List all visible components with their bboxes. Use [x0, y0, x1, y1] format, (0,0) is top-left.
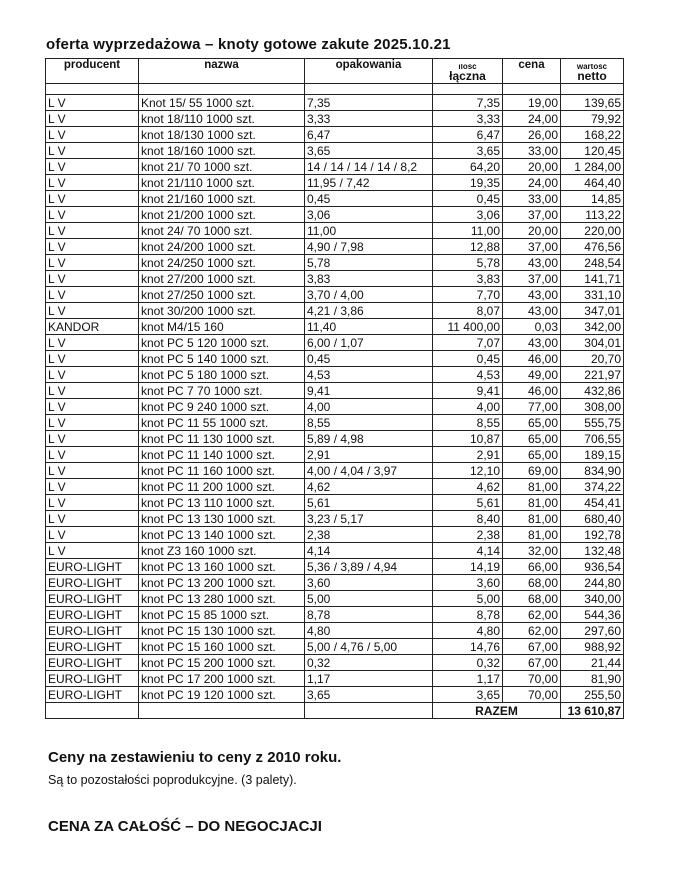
cell-producent: L V	[46, 447, 139, 463]
cell-ilosc: 8,55	[433, 415, 503, 431]
table-row	[46, 223, 624, 239]
cell-ilosc: 10,87	[433, 431, 503, 447]
cell-producent: L V	[46, 95, 139, 111]
spacer-cell	[433, 84, 503, 95]
cell-opakowania: 4,80	[305, 623, 433, 639]
cell-cena: 67,00	[503, 639, 561, 655]
header-wartosc-bottom: netto	[577, 69, 607, 83]
cell-producent: EURO-LIGHT	[46, 639, 139, 655]
table-row	[46, 303, 624, 319]
cell-ilosc: 7,70	[433, 287, 503, 303]
cell-wartosc: 331,10	[561, 287, 624, 303]
cell-ilosc: 5,00	[433, 591, 503, 607]
table-row	[46, 415, 624, 431]
cell-producent: L V	[46, 239, 139, 255]
cell-wartosc: 706,55	[561, 431, 624, 447]
cell-nazwa: knot PC 5 120 1000 szt.	[139, 335, 305, 351]
cell-producent: L V	[46, 431, 139, 447]
table-row	[46, 463, 624, 479]
cell-nazwa: knot PC 11 55 1000 szt.	[139, 415, 305, 431]
cell-cena: 26,00	[503, 127, 561, 143]
cell-nazwa: knot 18/130 1000 szt.	[139, 127, 305, 143]
cell-ilosc: 3,65	[433, 143, 503, 159]
cell-nazwa: knot M4/15 160	[139, 319, 305, 335]
cell-cena: 81,00	[503, 527, 561, 543]
cell-producent: L V	[46, 495, 139, 511]
cell-producent: KANDOR	[46, 319, 139, 335]
table-row	[46, 351, 624, 367]
cell-producent: L V	[46, 143, 139, 159]
cell-producent: L V	[46, 207, 139, 223]
cell-opakowania: 6,47	[305, 127, 433, 143]
cell-wartosc: 14,85	[561, 191, 624, 207]
cell-cena: 20,00	[503, 223, 561, 239]
cell-producent: EURO-LIGHT	[46, 687, 139, 703]
cell-producent: L V	[46, 287, 139, 303]
cell-cena: 81,00	[503, 511, 561, 527]
cell-nazwa: knot PC 5 140 1000 szt.	[139, 351, 305, 367]
spacer-cell	[139, 84, 305, 95]
cell-producent: L V	[46, 351, 139, 367]
total-empty-cell	[46, 703, 139, 719]
cell-opakowania: 4,14	[305, 543, 433, 559]
cell-producent: L V	[46, 399, 139, 415]
cell-wartosc: 192,78	[561, 527, 624, 543]
table-row	[46, 495, 624, 511]
table-row	[46, 191, 624, 207]
spacer-cell	[305, 84, 433, 95]
table-row	[46, 479, 624, 495]
cell-producent: EURO-LIGHT	[46, 607, 139, 623]
cell-opakowania: 0,32	[305, 655, 433, 671]
cell-opakowania: 3,83	[305, 271, 433, 287]
cell-nazwa: knot 18/110 1000 szt.	[139, 111, 305, 127]
cell-ilosc: 5,78	[433, 255, 503, 271]
cell-ilosc: 1,17	[433, 671, 503, 687]
cell-cena: 46,00	[503, 383, 561, 399]
cell-producent: EURO-LIGHT	[46, 671, 139, 687]
cell-opakowania: 2,38	[305, 527, 433, 543]
cell-opakowania: 3,65	[305, 687, 433, 703]
cell-wartosc: 464,40	[561, 175, 624, 191]
cell-nazwa: knot PC 11 130 1000 szt.	[139, 431, 305, 447]
cell-wartosc: 132,48	[561, 543, 624, 559]
cell-cena: 33,00	[503, 143, 561, 159]
cell-cena: 37,00	[503, 271, 561, 287]
cell-ilosc: 7,07	[433, 335, 503, 351]
table-row	[46, 399, 624, 415]
cell-ilosc: 4,53	[433, 367, 503, 383]
cell-ilosc: 12,10	[433, 463, 503, 479]
cell-opakowania: 5,78	[305, 255, 433, 271]
cell-producent: L V	[46, 527, 139, 543]
cell-producent: L V	[46, 175, 139, 191]
cell-opakowania: 3,06	[305, 207, 433, 223]
cell-wartosc: 248,54	[561, 255, 624, 271]
cell-nazwa: knot 21/160 1000 szt.	[139, 191, 305, 207]
cell-producent: L V	[46, 255, 139, 271]
cell-cena: 65,00	[503, 415, 561, 431]
total-empty-cell	[305, 703, 433, 719]
cell-ilosc: 0,32	[433, 655, 503, 671]
cell-ilosc: 12,88	[433, 239, 503, 255]
header-ilosc-top: ilość	[458, 64, 477, 70]
cell-producent: L V	[46, 463, 139, 479]
cell-opakowania: 5,61	[305, 495, 433, 511]
cell-producent: EURO-LIGHT	[46, 591, 139, 607]
cell-ilosc: 0,45	[433, 191, 503, 207]
cell-cena: 37,00	[503, 207, 561, 223]
table-row	[46, 431, 624, 447]
table-row	[46, 383, 624, 399]
cell-opakowania: 6,00 / 1,07	[305, 335, 433, 351]
table-row	[46, 111, 624, 127]
cell-nazwa: knot PC 17 200 1000 szt.	[139, 671, 305, 687]
table-body	[46, 95, 624, 703]
table-row	[46, 287, 624, 303]
cell-wartosc: 221,97	[561, 367, 624, 383]
cell-opakowania: 9,41	[305, 383, 433, 399]
cell-nazwa: knot PC 19 120 1000 szt.	[139, 687, 305, 703]
cell-cena: 69,00	[503, 463, 561, 479]
leftover-note: Są to pozostałości poprodukcyjne. (3 palety).	[48, 773, 297, 787]
cell-opakowania: 3,65	[305, 143, 433, 159]
cell-wartosc: 297,60	[561, 623, 624, 639]
cell-wartosc: 476,56	[561, 239, 624, 255]
table-row	[46, 447, 624, 463]
spacer-cell	[561, 84, 624, 95]
cell-nazwa: knot PC 7 70 1000 szt.	[139, 383, 305, 399]
cell-producent: L V	[46, 127, 139, 143]
cell-ilosc: 0,45	[433, 351, 503, 367]
table-row	[46, 367, 624, 383]
cell-nazwa: knot 24/200 1000 szt.	[139, 239, 305, 255]
cell-producent: L V	[46, 191, 139, 207]
cell-producent: EURO-LIGHT	[46, 575, 139, 591]
cell-producent: EURO-LIGHT	[46, 655, 139, 671]
cell-nazwa: knot PC 11 160 1000 szt.	[139, 463, 305, 479]
cell-opakowania: 14 / 14 / 14 / 14 / 8,2	[305, 159, 433, 175]
cell-nazwa: knot PC 13 130 1000 szt.	[139, 511, 305, 527]
cell-nazwa: knot PC 13 200 1000 szt.	[139, 575, 305, 591]
header-producent: producent	[46, 59, 139, 84]
offer-table	[45, 58, 624, 719]
cell-cena: 43,00	[503, 303, 561, 319]
cell-nazwa: knot 18/160 1000 szt.	[139, 143, 305, 159]
header-nazwa: nazwa	[139, 59, 305, 84]
table-row	[46, 127, 624, 143]
cell-nazwa: Knot 15/ 55 1000 szt.	[139, 95, 305, 111]
spacer-cell	[503, 84, 561, 95]
table-row	[46, 575, 624, 591]
cell-nazwa: knot 27/250 1000 szt.	[139, 287, 305, 303]
cell-producent: L V	[46, 383, 139, 399]
header-ilosc-bottom: łączna	[449, 69, 486, 83]
cell-nazwa: knot 24/250 1000 szt.	[139, 255, 305, 271]
cell-opakowania: 5,36 / 3,89 / 4,94	[305, 559, 433, 575]
cell-ilosc: 11 400,00	[433, 319, 503, 335]
cell-ilosc: 4,80	[433, 623, 503, 639]
cell-producent: L V	[46, 415, 139, 431]
cell-wartosc: 168,22	[561, 127, 624, 143]
total-row	[46, 703, 624, 719]
cell-opakowania: 5,89 / 4,98	[305, 431, 433, 447]
cell-ilosc: 4,62	[433, 479, 503, 495]
cell-cena: 68,00	[503, 575, 561, 591]
cell-wartosc: 141,71	[561, 271, 624, 287]
cell-nazwa: knot 21/ 70 1000 szt.	[139, 159, 305, 175]
cell-wartosc: 1 284,00	[561, 159, 624, 175]
cell-wartosc: 988,92	[561, 639, 624, 655]
cell-ilosc: 2,91	[433, 447, 503, 463]
cell-wartosc: 79,92	[561, 111, 624, 127]
cell-opakowania: 11,00	[305, 223, 433, 239]
cell-opakowania: 8,55	[305, 415, 433, 431]
cell-wartosc: 189,15	[561, 447, 624, 463]
cell-wartosc: 374,22	[561, 479, 624, 495]
cell-cena: 33,00	[503, 191, 561, 207]
cell-ilosc: 8,07	[433, 303, 503, 319]
table-row	[46, 543, 624, 559]
cell-nazwa: knot 30/200 1000 szt.	[139, 303, 305, 319]
cell-nazwa: knot PC 13 140 1000 szt.	[139, 527, 305, 543]
cell-producent: L V	[46, 271, 139, 287]
cell-nazwa: knot PC 13 160 1000 szt.	[139, 559, 305, 575]
cell-producent: L V	[46, 335, 139, 351]
table-header-row	[46, 59, 624, 84]
table-row	[46, 607, 624, 623]
cell-opakowania: 3,70 / 4,00	[305, 287, 433, 303]
cell-nazwa: knot PC 15 130 1000 szt.	[139, 623, 305, 639]
cell-opakowania: 7,35	[305, 95, 433, 111]
cell-cena: 32,00	[503, 543, 561, 559]
cell-opakowania: 2,91	[305, 447, 433, 463]
cell-nazwa: knot PC 15 200 1000 szt.	[139, 655, 305, 671]
cell-wartosc: 120,45	[561, 143, 624, 159]
negotiation-note: CENA ZA CAŁOŚĆ – DO NEGOCJACJI	[48, 818, 322, 835]
header-opakowania: opakowania	[305, 59, 433, 84]
cell-opakowania: 11,95 / 7,42	[305, 175, 433, 191]
cell-wartosc: 81,90	[561, 671, 624, 687]
cell-ilosc: 14,76	[433, 639, 503, 655]
cell-ilosc: 4,00	[433, 399, 503, 415]
table-row	[46, 639, 624, 655]
cell-opakowania: 11,40	[305, 319, 433, 335]
table-row	[46, 591, 624, 607]
cell-cena: 70,00	[503, 687, 561, 703]
cell-ilosc: 8,40	[433, 511, 503, 527]
cell-opakowania: 4,00 / 4,04 / 3,97	[305, 463, 433, 479]
cell-nazwa: knot PC 11 200 1000 szt.	[139, 479, 305, 495]
cell-ilosc: 3,33	[433, 111, 503, 127]
cell-cena: 68,00	[503, 591, 561, 607]
cell-cena: 19,00	[503, 95, 561, 111]
table-row	[46, 255, 624, 271]
table-row	[46, 143, 624, 159]
cell-producent: EURO-LIGHT	[46, 559, 139, 575]
cell-opakowania: 5,00	[305, 591, 433, 607]
cell-ilosc: 3,60	[433, 575, 503, 591]
cell-opakowania: 4,21 / 3,86	[305, 303, 433, 319]
header-ilosc	[433, 59, 503, 84]
cell-cena: 43,00	[503, 287, 561, 303]
table-row	[46, 527, 624, 543]
cell-nazwa: knot PC 9 240 1000 szt.	[139, 399, 305, 415]
cell-cena: 67,00	[503, 655, 561, 671]
cell-wartosc: 454,41	[561, 495, 624, 511]
total-value: 13 610,87	[561, 703, 624, 719]
cell-opakowania: 3,33	[305, 111, 433, 127]
table-row	[46, 239, 624, 255]
cell-nazwa: knot 27/200 1000 szt.	[139, 271, 305, 287]
cell-producent: L V	[46, 303, 139, 319]
cell-wartosc: 21,44	[561, 655, 624, 671]
cell-wartosc: 680,40	[561, 511, 624, 527]
cell-producent: L V	[46, 111, 139, 127]
cell-cena: 77,00	[503, 399, 561, 415]
total-label: RAZEM	[433, 703, 561, 719]
cell-wartosc: 255,50	[561, 687, 624, 703]
header-wartosc-top: wartość	[576, 64, 608, 70]
cell-ilosc: 11,00	[433, 223, 503, 239]
cell-producent: L V	[46, 223, 139, 239]
cell-ilosc: 5,61	[433, 495, 503, 511]
cell-ilosc: 2,38	[433, 527, 503, 543]
table-row	[46, 335, 624, 351]
cell-cena: 81,00	[503, 495, 561, 511]
table-row	[46, 207, 624, 223]
cell-wartosc: 834,90	[561, 463, 624, 479]
cell-opakowania: 8,78	[305, 607, 433, 623]
cell-ilosc: 3,65	[433, 687, 503, 703]
table-row	[46, 559, 624, 575]
cell-wartosc: 347,01	[561, 303, 624, 319]
cell-cena: 81,00	[503, 479, 561, 495]
cell-ilosc: 9,41	[433, 383, 503, 399]
total-empty-cell	[139, 703, 305, 719]
cell-wartosc: 113,22	[561, 207, 624, 223]
cell-nazwa: knot 21/200 1000 szt.	[139, 207, 305, 223]
table-row	[46, 687, 624, 703]
cell-opakowania: 4,00	[305, 399, 433, 415]
table-row	[46, 95, 624, 111]
cell-wartosc: 244,80	[561, 575, 624, 591]
cell-producent: EURO-LIGHT	[46, 623, 139, 639]
cell-cena: 62,00	[503, 607, 561, 623]
table-row	[46, 511, 624, 527]
cell-opakowania: 4,53	[305, 367, 433, 383]
cell-cena: 49,00	[503, 367, 561, 383]
cell-wartosc: 432,86	[561, 383, 624, 399]
cell-ilosc: 14,19	[433, 559, 503, 575]
cell-cena: 24,00	[503, 175, 561, 191]
cell-cena: 37,00	[503, 239, 561, 255]
cell-opakowania: 3,60	[305, 575, 433, 591]
cell-opakowania: 4,90 / 7,98	[305, 239, 433, 255]
cell-cena: 65,00	[503, 431, 561, 447]
table-row	[46, 271, 624, 287]
cell-ilosc: 8,78	[433, 607, 503, 623]
table-row	[46, 623, 624, 639]
cell-wartosc: 220,00	[561, 223, 624, 239]
cell-wartosc: 308,00	[561, 399, 624, 415]
cell-cena: 62,00	[503, 623, 561, 639]
cell-cena: 66,00	[503, 559, 561, 575]
header-wartosc	[561, 59, 624, 84]
table-row	[46, 159, 624, 175]
cell-cena: 70,00	[503, 671, 561, 687]
cell-wartosc: 20,70	[561, 351, 624, 367]
cell-opakowania: 0,45	[305, 351, 433, 367]
cell-wartosc: 555,75	[561, 415, 624, 431]
cell-cena: 65,00	[503, 447, 561, 463]
price-year-note: Ceny na zestawieniu to ceny z 2010 roku.	[48, 749, 342, 766]
table-spacer-row	[46, 84, 624, 95]
cell-ilosc: 3,83	[433, 271, 503, 287]
table-row	[46, 175, 624, 191]
cell-ilosc: 3,06	[433, 207, 503, 223]
document-title: oferta wyprzedażowa – knoty gotowe zakute 2025.10.21	[46, 36, 451, 53]
table-row	[46, 319, 624, 335]
spacer-cell	[46, 84, 139, 95]
cell-ilosc: 7,35	[433, 95, 503, 111]
cell-opakowania: 4,62	[305, 479, 433, 495]
cell-ilosc: 4,14	[433, 543, 503, 559]
cell-nazwa: knot PC 13 280 1000 szt.	[139, 591, 305, 607]
table-row	[46, 655, 624, 671]
cell-ilosc: 6,47	[433, 127, 503, 143]
cell-nazwa: knot 24/ 70 1000 szt.	[139, 223, 305, 239]
cell-nazwa: knot PC 15 160 1000 szt.	[139, 639, 305, 655]
cell-ilosc: 64,20	[433, 159, 503, 175]
cell-producent: L V	[46, 511, 139, 527]
cell-nazwa: knot Z3 160 1000 szt.	[139, 543, 305, 559]
cell-producent: L V	[46, 543, 139, 559]
cell-ilosc: 19,35	[433, 175, 503, 191]
cell-opakowania: 5,00 / 4,76 / 5,00	[305, 639, 433, 655]
cell-producent: L V	[46, 479, 139, 495]
cell-cena: 43,00	[503, 335, 561, 351]
cell-wartosc: 544,36	[561, 607, 624, 623]
cell-nazwa: knot PC 5 180 1000 szt.	[139, 367, 305, 383]
cell-nazwa: knot PC 15 85 1000 szt.	[139, 607, 305, 623]
cell-cena: 0,03	[503, 319, 561, 335]
header-cena: cena	[503, 59, 561, 84]
table-row	[46, 671, 624, 687]
cell-opakowania: 1,17	[305, 671, 433, 687]
cell-wartosc: 342,00	[561, 319, 624, 335]
cell-producent: L V	[46, 159, 139, 175]
cell-opakowania: 3,23 / 5,17	[305, 511, 433, 527]
cell-nazwa: knot PC 13 110 1000 szt.	[139, 495, 305, 511]
cell-cena: 46,00	[503, 351, 561, 367]
cell-nazwa: knot 21/110 1000 szt.	[139, 175, 305, 191]
cell-producent: L V	[46, 367, 139, 383]
cell-wartosc: 139,65	[561, 95, 624, 111]
cell-cena: 20,00	[503, 159, 561, 175]
cell-wartosc: 936,54	[561, 559, 624, 575]
cell-nazwa: knot PC 11 140 1000 szt.	[139, 447, 305, 463]
cell-wartosc: 340,00	[561, 591, 624, 607]
cell-cena: 24,00	[503, 111, 561, 127]
cell-opakowania: 0,45	[305, 191, 433, 207]
cell-wartosc: 304,01	[561, 335, 624, 351]
cell-cena: 43,00	[503, 255, 561, 271]
